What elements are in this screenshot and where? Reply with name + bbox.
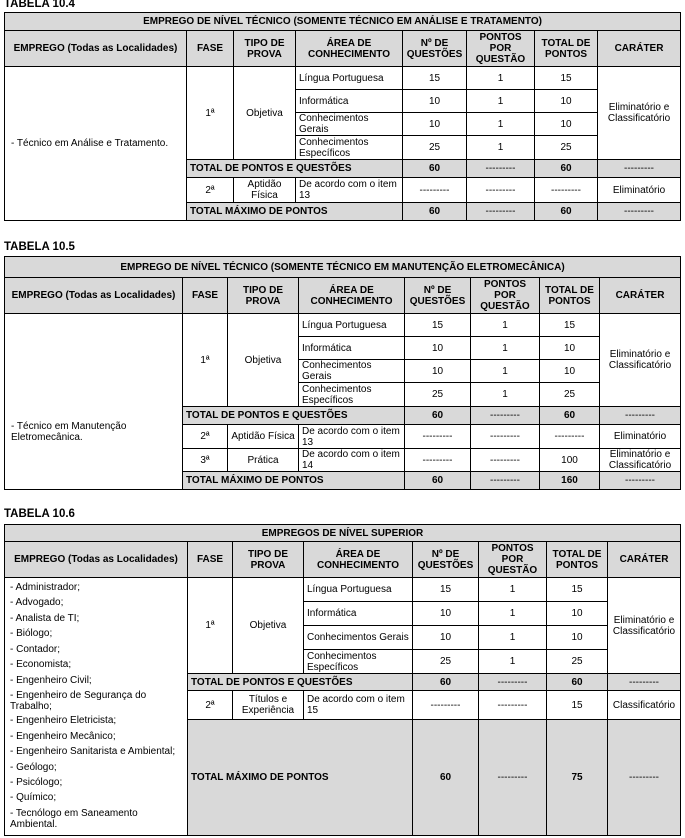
pontos-cell: 1 — [471, 360, 540, 383]
total-cell: 10 — [547, 626, 608, 650]
header-questoes: Nº DE QUESTÕES — [403, 31, 467, 67]
tipo-prova-cell: Aptidão Física — [228, 425, 299, 449]
fase-cell: 1ª — [188, 578, 233, 674]
area-cell: Conhecimentos Gerais — [304, 626, 413, 650]
max-pontos: --------- — [471, 472, 540, 490]
total-cell: 25 — [547, 650, 608, 674]
max-pontos: --------- — [467, 203, 535, 221]
pontos-cell: 1 — [471, 314, 540, 337]
subtotal-label: TOTAL DE PONTOS E QUESTÕES — [183, 407, 405, 425]
carater-cell: Eliminatório e Classificatório — [598, 67, 681, 160]
header-pontos-questao: PONTOS POR QUESTÃO — [479, 542, 547, 578]
emprego-cell: - Técnico em Análise e Tratamento. — [5, 67, 187, 221]
pontos-cell: --------- — [471, 425, 540, 449]
pontos-cell: 1 — [479, 578, 547, 602]
area-cell: Conhecimentos Específicos — [299, 383, 405, 407]
pontos-cell: 1 — [467, 136, 535, 160]
total-cell: 25 — [535, 136, 598, 160]
questoes-cell: 10 — [403, 113, 467, 136]
questoes-cell: --------- — [405, 425, 471, 449]
subtotal-label: TOTAL DE PONTOS E QUESTÕES — [188, 674, 413, 691]
list-item: - Biólogo; — [10, 628, 53, 640]
total-cell: 10 — [535, 113, 598, 136]
questoes-cell: 25 — [413, 650, 479, 674]
header-tipo-prova: TIPO DE PROVA — [233, 542, 304, 578]
pontos-cell: --------- — [467, 178, 535, 203]
list-item: - Engenheiro Eletricista; — [10, 715, 117, 727]
header-tipo-prova: TIPO DE PROVA — [234, 31, 296, 67]
area-cell: Conhecimentos Gerais — [299, 360, 405, 383]
scoring-table — [4, 256, 681, 490]
total-cell: 15 — [547, 691, 608, 720]
questoes-cell: 15 — [413, 578, 479, 602]
total-cell: --------- — [535, 178, 598, 203]
carater-cell: Eliminatório e Classificatório — [608, 578, 681, 674]
subtotal-total: 60 — [535, 160, 598, 178]
max-total: 75 — [547, 720, 608, 836]
tipo-prova-cell: Prática — [228, 449, 299, 472]
header-fase: FASE — [188, 542, 233, 578]
pontos-cell: 1 — [479, 650, 547, 674]
pontos-cell: --------- — [479, 691, 547, 720]
max-label: TOTAL MÁXIMO DE PONTOS — [187, 203, 403, 221]
area-cell: Informática — [304, 602, 413, 626]
emprego-cell: - Técnico em Manutenção Eletromecânica. — [5, 314, 183, 490]
max-label: TOTAL MÁXIMO DE PONTOS — [188, 720, 413, 836]
header-area: ÁREA DE CONHECIMENTO — [296, 31, 403, 67]
subtotal-carater: --------- — [600, 407, 681, 425]
total-cell: --------- — [540, 425, 600, 449]
total-cell: 10 — [535, 90, 598, 113]
header-carater: CARÁTER — [600, 278, 681, 314]
header-pontos-questao: PONTOS POR QUESTÃO — [471, 278, 540, 314]
fase-cell: 2ª — [187, 178, 234, 203]
questoes-cell: 10 — [403, 90, 467, 113]
list-item: - Engenheiro Sanitarista e Ambiental; — [10, 746, 176, 758]
subtotal-pontos: --------- — [479, 674, 547, 691]
fase-cell: 2ª — [183, 425, 228, 449]
subtotal-total: 60 — [540, 407, 600, 425]
area-cell: Língua Portuguesa — [304, 578, 413, 602]
area-cell: Língua Portuguesa — [296, 67, 403, 90]
list-item: - Tecnólogo em Saneamento Ambiental. — [10, 807, 138, 830]
header-questoes: Nº DE QUESTÕES — [405, 278, 471, 314]
header-emprego: EMPREGO (Todas as Localidades) — [5, 542, 188, 578]
header-carater: CARÁTER — [598, 31, 681, 67]
fase-cell: 1ª — [187, 67, 234, 160]
header-questoes: Nº DE QUESTÕES — [413, 542, 479, 578]
subtotal-questoes: 60 — [405, 407, 471, 425]
header-area: ÁREA DE CONHECIMENTO — [304, 542, 413, 578]
list-item: - Advogado; — [10, 597, 64, 609]
header-tipo-prova: TIPO DE PROVA — [228, 278, 299, 314]
header-pontos-questao: PONTOS POR QUESTÃO — [467, 31, 535, 67]
total-cell: 10 — [547, 602, 608, 626]
total-cell: 25 — [540, 383, 600, 407]
header-fase: FASE — [187, 31, 234, 67]
table-banner: EMPREGO DE NÍVEL TÉCNICO (SOMENTE TÉCNICO EM ANÁLISE E TRATAMENTO) — [5, 13, 681, 31]
table-banner: EMPREGO DE NÍVEL TÉCNICO (SOMENTE TÉCNICO EM MANUTENÇÃO ELETROMECÂNICA) — [5, 257, 681, 278]
max-total: 60 — [535, 203, 598, 221]
questoes-cell: 10 — [413, 602, 479, 626]
table-title: TABELA 10.5 — [4, 241, 75, 253]
carater-cell: Eliminatório — [598, 178, 681, 203]
table-banner: EMPREGOS DE NÍVEL SUPERIOR — [5, 525, 681, 542]
questoes-cell: --------- — [413, 691, 479, 720]
questoes-cell: 10 — [413, 626, 479, 650]
max-questoes: 60 — [403, 203, 467, 221]
header-carater: CARÁTER — [608, 542, 681, 578]
tipo-prova-cell: Objetiva — [228, 314, 299, 407]
pontos-cell: 1 — [471, 337, 540, 360]
pontos-cell: 1 — [479, 602, 547, 626]
area-cell: Informática — [296, 90, 403, 113]
pontos-cell: 1 — [479, 626, 547, 650]
fase-cell: 1ª — [183, 314, 228, 407]
header-area: ÁREA DE CONHECIMENTO — [299, 278, 405, 314]
max-total: 160 — [540, 472, 600, 490]
list-item: - Engenheiro Mecânico; — [10, 730, 116, 742]
total-cell: 10 — [540, 360, 600, 383]
max-questoes: 60 — [405, 472, 471, 490]
fase-cell: 3ª — [183, 449, 228, 472]
area-cell: Conhecimentos Gerais — [296, 113, 403, 136]
list-item: - Psicólogo; — [10, 776, 63, 788]
subtotal-total: 60 — [547, 674, 608, 691]
questoes-cell: 15 — [405, 314, 471, 337]
fase-cell: 2ª — [188, 691, 233, 720]
carater-cell: Eliminatório e Classificatório — [600, 314, 681, 407]
total-cell: 15 — [547, 578, 608, 602]
header-total-pontos: TOTAL DE PONTOS — [535, 31, 598, 67]
empregos-list — [5, 578, 188, 836]
list-item: - Químico; — [10, 792, 57, 804]
tipo-prova-cell: Títulos e Experiência — [233, 691, 304, 720]
pontos-cell: --------- — [471, 449, 540, 472]
tipo-prova-cell: Objetiva — [233, 578, 304, 674]
questoes-cell: --------- — [405, 449, 471, 472]
tipo-prova-cell: Objetiva — [234, 67, 296, 160]
area-cell: Conhecimentos Específicos — [296, 136, 403, 160]
pontos-cell: 1 — [467, 113, 535, 136]
list-item: - Administrador; — [10, 582, 81, 593]
subtotal-questoes: 60 — [403, 160, 467, 178]
total-cell: 100 — [540, 449, 600, 472]
max-pontos: --------- — [479, 720, 547, 836]
area-cell: De acordo com o item 13 — [296, 178, 403, 203]
header-emprego: EMPREGO (Todas as Localidades) — [5, 31, 187, 67]
subtotal-label: TOTAL DE PONTOS E QUESTÕES — [187, 160, 403, 178]
header-total-pontos: TOTAL DE PONTOS — [540, 278, 600, 314]
tipo-prova-cell: Aptidão Física — [234, 178, 296, 203]
questoes-cell: 25 — [405, 383, 471, 407]
area-cell: Informática — [299, 337, 405, 360]
total-cell: 15 — [540, 314, 600, 337]
carater-cell: Eliminatório — [600, 425, 681, 449]
header-total-pontos: TOTAL DE PONTOS — [547, 542, 608, 578]
table-title: TABELA 10.4 — [4, 0, 75, 10]
questoes-cell: 25 — [403, 136, 467, 160]
questoes-cell: --------- — [403, 178, 467, 203]
subtotal-questoes: 60 — [413, 674, 479, 691]
table-title: TABELA 10.6 — [4, 508, 75, 520]
pontos-cell: 1 — [471, 383, 540, 407]
carater-cell: Eliminatório e Classificatório — [600, 449, 681, 472]
total-cell: 10 — [540, 337, 600, 360]
max-carater: --------- — [598, 203, 681, 221]
pontos-cell: 1 — [467, 90, 535, 113]
header-emprego: EMPREGO (Todas as Localidades) — [5, 278, 183, 314]
header-fase: FASE — [183, 278, 228, 314]
area-cell: De acordo com o item 14 — [299, 449, 405, 472]
subtotal-pontos: --------- — [471, 407, 540, 425]
total-cell: 15 — [535, 67, 598, 90]
area-cell: De acordo com o item 15 — [304, 691, 413, 720]
list-item: - Engenheiro de Segurança do Trabalho; — [10, 690, 147, 713]
list-item: - Geólogo; — [10, 761, 57, 773]
max-carater: --------- — [608, 720, 681, 836]
subtotal-carater: --------- — [608, 674, 681, 691]
questoes-cell: 10 — [405, 360, 471, 383]
area-cell: Conhecimentos Específicos — [304, 650, 413, 674]
scoring-table — [4, 12, 681, 221]
subtotal-pontos: --------- — [467, 160, 535, 178]
list-item: - Contador; — [10, 643, 61, 655]
pontos-cell: 1 — [467, 67, 535, 90]
list-item: - Engenheiro Civil; — [10, 674, 92, 686]
list-item: - Economista; — [10, 659, 72, 671]
list-item: - Analista de TI; — [10, 612, 80, 624]
area-cell: De acordo com o item 13 — [299, 425, 405, 449]
max-carater: --------- — [600, 472, 681, 490]
subtotal-carater: --------- — [598, 160, 681, 178]
scoring-table — [4, 524, 681, 836]
carater-cell: Classificatório — [608, 691, 681, 720]
questoes-cell: 15 — [403, 67, 467, 90]
max-questoes: 60 — [413, 720, 479, 836]
area-cell: Língua Portuguesa — [299, 314, 405, 337]
questoes-cell: 10 — [405, 337, 471, 360]
max-label: TOTAL MÁXIMO DE PONTOS — [183, 472, 405, 490]
